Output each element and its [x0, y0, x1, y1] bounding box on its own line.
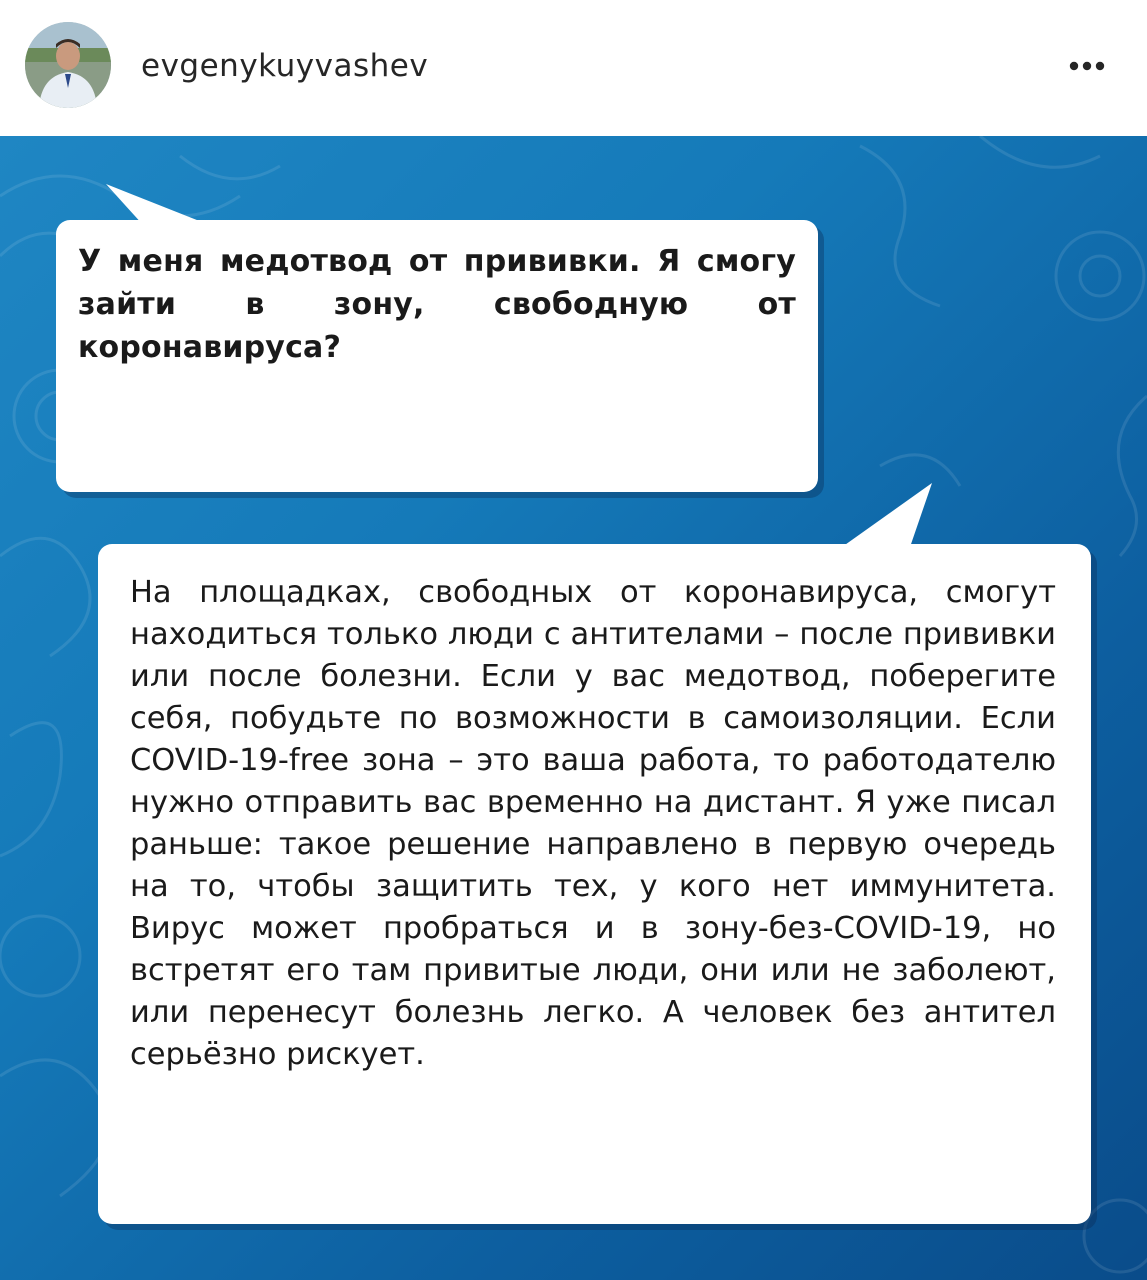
avatar[interactable]: [25, 22, 111, 108]
more-horizontal-icon: [1056, 48, 1118, 84]
profile-photo: [25, 22, 111, 108]
more-options-button[interactable]: [1056, 48, 1118, 84]
answer-bubble-tail: [840, 481, 940, 551]
username[interactable]: evgenykuyvashev: [141, 48, 429, 84]
question-bubble: [56, 220, 818, 492]
answer-bubble: [98, 544, 1091, 1224]
question-text: У меня медотвод от прививки. Я смогу зайти в зону, свободную от коронавируса?: [78, 244, 796, 365]
post-image[interactable]: [0, 136, 1147, 1280]
post-header: [0, 0, 1147, 136]
answer-text: На площадках, свободных от коронавируса, смогут находиться только люди с антителами – после прививки или после болезни. Если у вас медотвод, поберегите себя, побудьте по возможности в самоизоляции. Если COVID-19-free зона – это ваша работа, то работодателю нужно отправить вас временно на дистант. Я уже писал раньше: такое решение направлено в первую очередь на то, чтобы защитить тех, у кого нет иммунитета. Вирус может пробраться и в зону-без-COVID-19, но встретят его там привитые люди, они или не заболеют, или перенесут болезнь легко. А человек без антител серьёзно рискует.: [130, 575, 1056, 1072]
